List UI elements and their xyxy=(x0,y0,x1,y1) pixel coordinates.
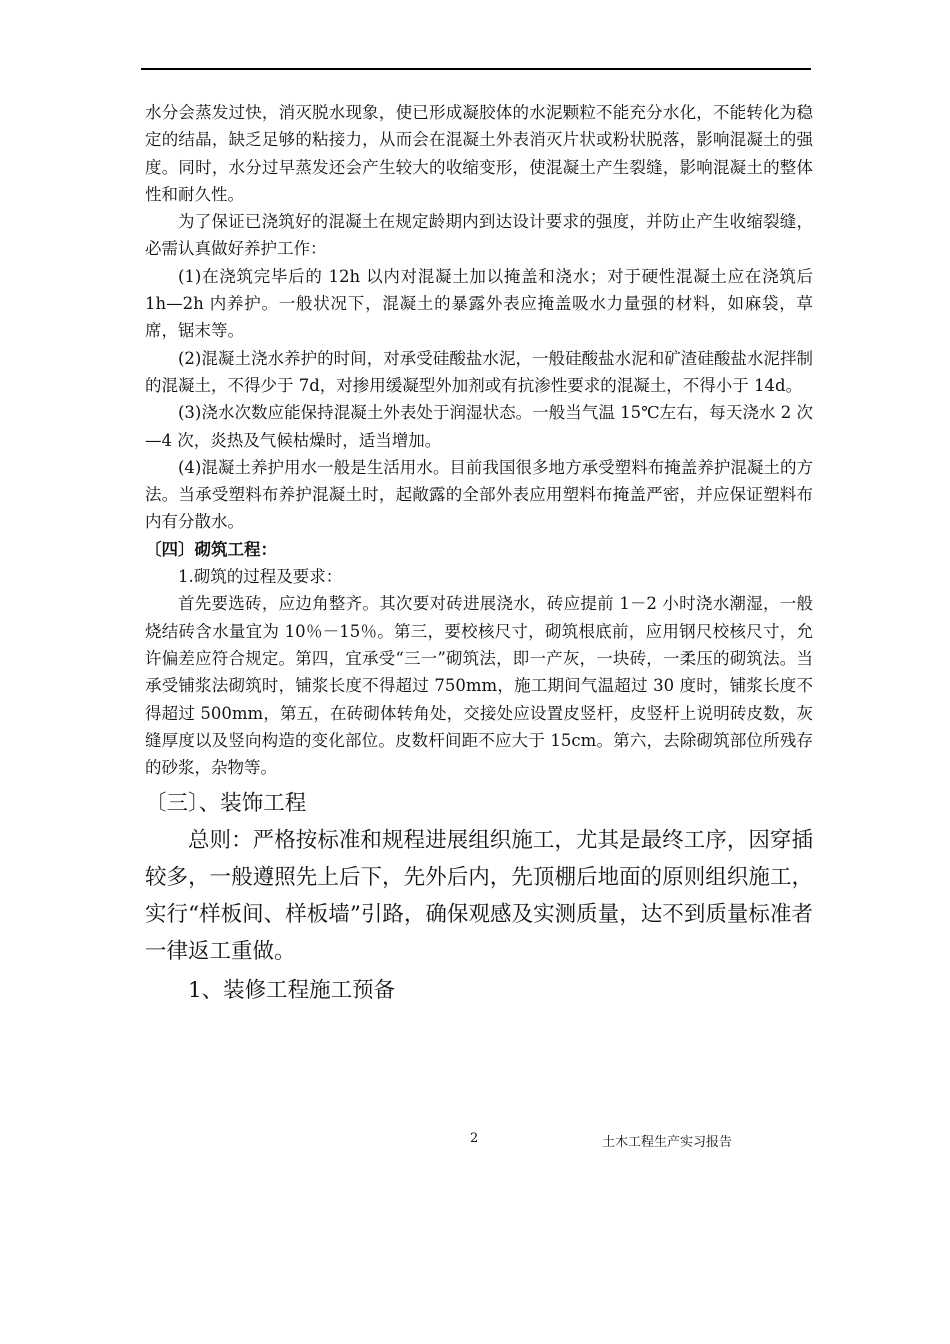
heading-decoration: 〔三〕、装饰工程 xyxy=(145,791,307,817)
paragraph-decoration-body: 总则：严格按标准和规程进展组织施工，尤其是最终工序，因穿插较多，一般遵照先上后下，先外后内，先顶棚后地面的原则组织施工，实行“样板间、样板墙”引路，确保观感及实测质量，达不到质量标准者一律返工重做。 xyxy=(145,828,813,965)
paragraph-curing-item-1: (1)在浇筑完毕后的 12h 以内对混凝土加以掩盖和浇水；对于硬性混凝土应在浇筑后 1h—2h 内养护。一般状况下，混凝土的暴露外表应掩盖吸水力量强的材料，如麻袋，草席，锯末等。 xyxy=(145,266,813,341)
paragraph-masonry-body: 首先要选砖，应边角整齐。其次要对砖进展浇水，砖应提前 1－2 小时浇水潮湿，一般烧结砖含水量宜为 10％－15％。第三，要校核尺寸，砌筑根底前，应用钢尺校核尺寸，允许偏差应符合规定。第四，宜承受“三一”砌筑法，即一产灰，一块砖，一柔压的砌筑法。当承受铺浆法砌筑时，铺浆长度不得超过 750mm，施工期间气温超过 30 度时，铺浆长度不得超过 500mm，第五，在砖砌体转角处，交接处应设置皮竖杆，皮竖杆上说明砖皮数，灰缝厚度以及竖向构造的变化部位。皮数杆间距不应大于 15cm。第六，去除砌筑部位所残存的砂浆，杂物等。 xyxy=(145,594,813,778)
paragraph-curing-item-4: (4)混凝土养护用水一般是生活用水。目前我国很多地方承受塑料布掩盖养护混凝土的方法。当承受塑料布养护混凝土时，起敞露的全部外表应用塑料布掩盖严密，并应保证塑料布内有分散水。 xyxy=(145,457,813,532)
document-body xyxy=(145,99,813,1009)
subheading-decoration-prep: 1、装修工程施工预备 xyxy=(188,978,396,1004)
paragraph-curing-intro: 水分会蒸发过快，消灭脱水现象，使已形成凝胶体的水泥颗粒不能充分水化，不能转化为稳定的结晶，缺乏足够的粘接力，从而会在混凝土外表消灭片状或粉状脱落，影响混凝土的强度。同时，水分过早蒸发还会产生较大的收缩变形，使混凝土产生裂缝，影响混凝土的整体性和耐久性。 xyxy=(145,103,813,204)
paragraph-curing-item-3: (3)浇水次数应能保持混凝土外表处于润湿状态。一般当气温 15℃左右，每天浇水 2 次—4 次，炎热及气候枯燥时，适当增加。 xyxy=(145,403,813,450)
paragraph-curing-purpose: 为了保证已浇筑好的混凝土在规定龄期内到达设计要求的强度，并防止产生收缩裂缝，必需认真做好养护工作： xyxy=(145,212,813,259)
footer-page-number: 2 xyxy=(470,1131,479,1146)
header-rule xyxy=(141,68,811,70)
heading-masonry: 〔四〕砌筑工程： xyxy=(145,539,277,559)
footer-title: 土木工程生产实习报告 xyxy=(602,1135,733,1150)
paragraph-curing-item-2: (2)混凝土浇水养护的时间，对承受硅酸盐水泥，一般硅酸盐水泥和矿渣硅酸盐水泥拌制的混凝土，不得少于 7d，对掺用缓凝型外加剂或有抗渗性要求的混凝土，不得小于 14d。 xyxy=(145,348,813,395)
subheading-masonry-process: 1.砌筑的过程及要求： xyxy=(178,567,343,587)
